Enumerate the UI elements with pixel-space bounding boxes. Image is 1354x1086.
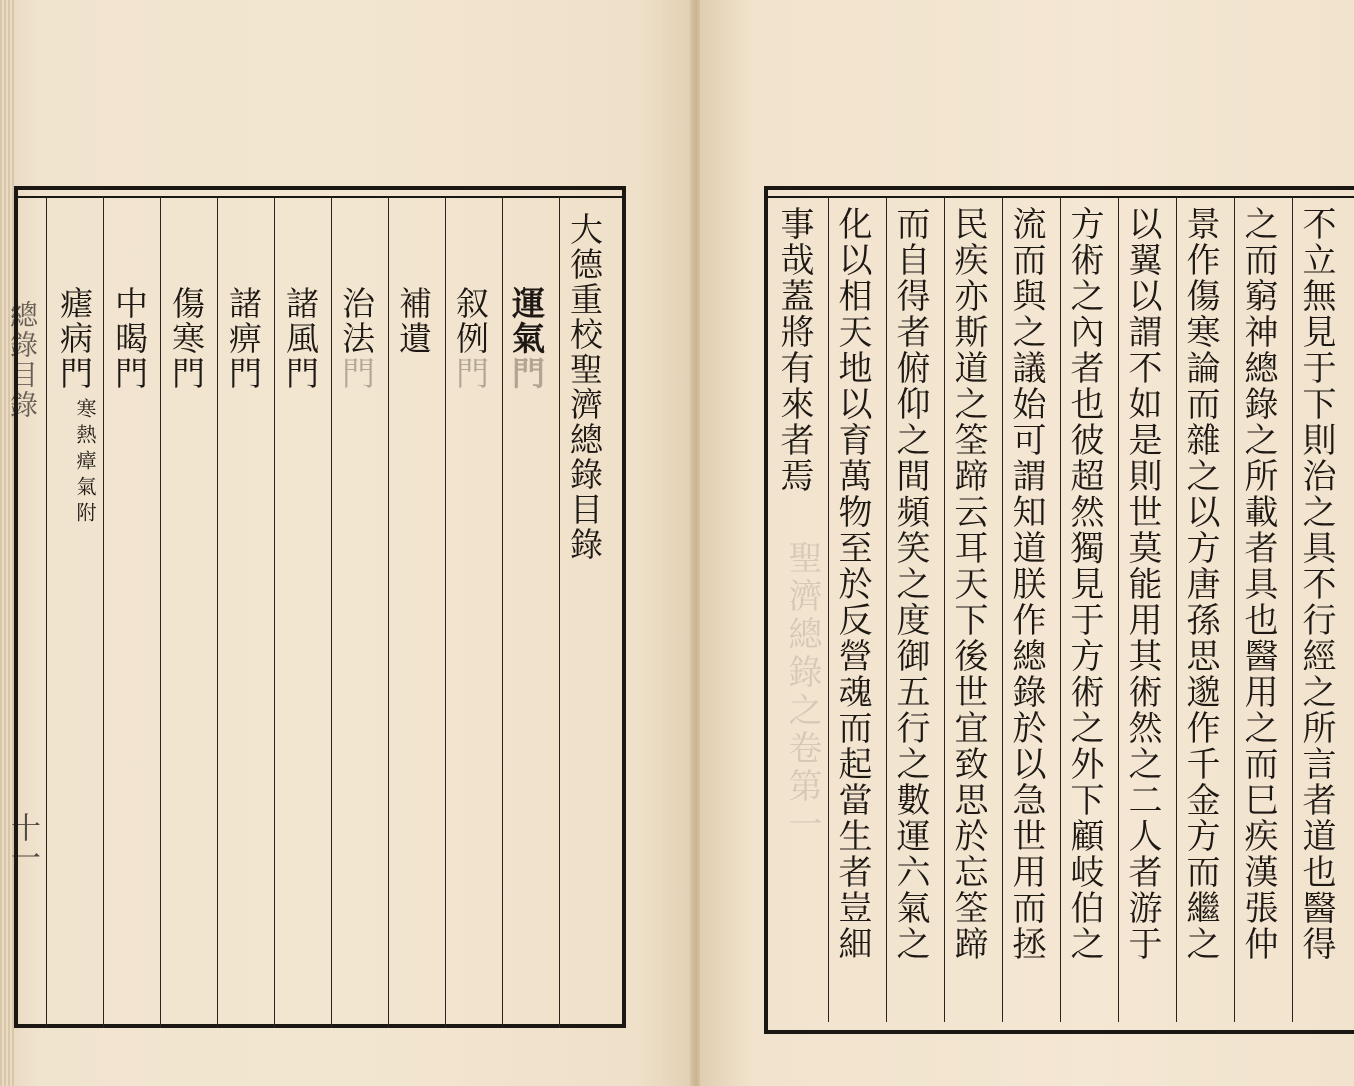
toc-entry: 諸風門 — [281, 286, 320, 391]
toc-entry: 瘧病門 — [55, 286, 94, 391]
toc-entry: 治法門 — [337, 286, 376, 391]
column-rule — [1176, 196, 1177, 1022]
text-column: 以翼以謂不如是則世莫能用其術然之二人者游于 — [1122, 206, 1162, 962]
toc-title: 大德重校聖濟總錄目錄 — [565, 212, 604, 562]
text-column: 方術之內者也彼超然獨見于方術之外下顧岐伯之 — [1064, 206, 1104, 962]
toc-entry: 傷寒門 — [167, 286, 206, 391]
bleed-through-text: 聖濟總錄之卷第一 — [782, 540, 822, 844]
column-rule — [274, 196, 275, 1028]
column-rule — [160, 196, 161, 1028]
text-column: 化以相天地以育萬物至於反營魂而起當生者豈細 — [832, 206, 872, 962]
column-rule — [1292, 196, 1293, 1022]
folio-number: 十一 — [5, 812, 40, 872]
toc-entry: 中暍門 — [110, 286, 149, 391]
text-column: 而自得者俯仰之間頻笑之度御五行之數運六氣之 — [890, 206, 930, 962]
column-rule — [1060, 196, 1061, 1022]
column-rule — [1002, 196, 1003, 1022]
toc-entry: 諸痹門 — [224, 286, 263, 391]
column-rule — [445, 196, 446, 1028]
column-rule — [502, 196, 503, 1028]
text-column: 之而窮神總錄之所載者具也醫用之而巳疾漢張仲 — [1238, 206, 1278, 962]
toc-entry: 叙例門 — [451, 286, 490, 391]
column-rule — [559, 196, 560, 1028]
toc-entry: 運氣門 — [507, 286, 546, 391]
column-rule — [217, 196, 218, 1028]
left-frame-rule — [14, 196, 626, 198]
right-frame-rule — [764, 196, 1354, 198]
toc-entry: 補遺 — [394, 286, 433, 356]
column-rule — [388, 196, 389, 1028]
column-rule — [331, 196, 332, 1028]
text-column: 事哉蓋將有來者焉 — [774, 206, 814, 494]
column-rule — [46, 196, 47, 1028]
text-column: 不立無見于下則治之具不行經之所言者道也醫得 — [1296, 206, 1336, 962]
column-rule — [944, 196, 945, 1022]
column-rule — [1118, 196, 1119, 1022]
column-rule — [828, 196, 829, 1022]
text-column: 景作傷寒論而雜之以方唐孫思邈作千金方而繼之 — [1180, 206, 1220, 962]
text-column: 流而與之議始可謂知道朕作總錄於以急世用而拯 — [1006, 206, 1046, 962]
column-rule — [103, 196, 104, 1028]
column-rule — [1234, 196, 1235, 1022]
column-rule — [886, 196, 887, 1022]
text-column: 民疾亦斯道之筌蹄云耳天下後世宜致思於忘筌蹄 — [948, 206, 988, 962]
toc-entry-note: 寒熱瘴氣附 — [73, 398, 97, 528]
margin-label: 總錄目錄 — [6, 300, 39, 420]
